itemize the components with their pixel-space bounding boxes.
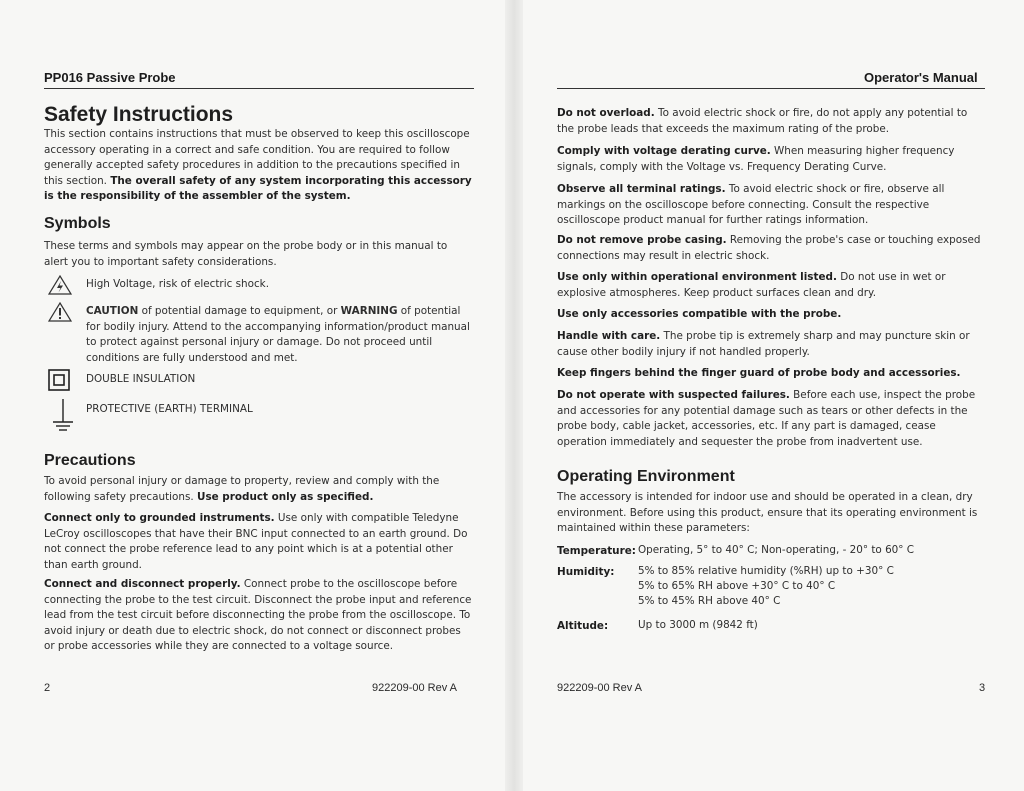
right-page	[523, 0, 1024, 791]
temperature-value: Operating, 5° to 40° C; Non-operating, - 20° to 60° C	[638, 544, 915, 556]
rule-item	[557, 329, 987, 360]
precautions-intro-bold: Use product only as specified.	[197, 490, 374, 503]
rule-item	[557, 307, 987, 323]
rule-text: Removing the probe's case or touching exposed connections may result in electric shock.	[557, 234, 981, 262]
precaution-lead: Connect only to grounded instruments.	[44, 512, 275, 524]
humidity-line: 5% to 45% RH above 40° C	[638, 595, 781, 607]
altitude-label: Altitude:	[557, 620, 609, 632]
precautions-heading: Precautions	[44, 452, 136, 469]
symbol-text-high-voltage: High Voltage, risk of electric shock.	[86, 278, 269, 290]
precaution-item	[44, 577, 474, 655]
rule-text: When measuring higher frequency signals, comply with the Voltage vs. Frequency Derating Curve.	[557, 145, 955, 173]
double-insulation-icon	[48, 369, 70, 391]
humidity-line: 5% to 65% RH above +30° C to 40° C	[638, 580, 836, 592]
altitude-value: Up to 3000 m (9842 ft)	[638, 619, 758, 631]
rule-lead: Do not remove probe casing.	[557, 234, 727, 246]
rule-lead: Keep fingers behind the finger guard of probe body and accessories.	[557, 367, 961, 379]
precaution-text: Connect probe to the oscilloscope before connecting the probe to the test circuit. Disconnect the probe input and reference lead from the test circuit before disconnecting the probe from the oscilloscope. To avoid injury or death due to electric shock, do not connect or disconnect probes or probe accessories while they are connected to a voltage source.	[44, 578, 472, 653]
rule-text: The probe tip is extremely sharp and may puncture skin or cause other bodily injury if not handled properly.	[557, 330, 970, 358]
caution-text-b: of potential for bodily injury. Attend to the accompanying information/product manual to protect against personal injury or damage. Do not proceed until conditions are fully understood and met.	[86, 305, 470, 364]
rule-lead: Do not operate with suspected failures.	[557, 389, 790, 401]
page-gutter	[505, 0, 523, 791]
safety-intro-bold: The overall safety of any system incorporating this accessory is the responsibility of the assembler of the system.	[44, 174, 472, 203]
precautions-intro	[44, 474, 474, 505]
rule-text: Before each use, inspect the probe and accessories for any potential damage such as tears or other defects in the probe body, cable jacket, accessories, etc. If any part is damaged, cease operation immediately and sequester the probe from inadvertent use.	[557, 389, 976, 448]
rule-item	[557, 106, 987, 137]
precaution-text: Use only with compatible Teledyne LeCroy oscilloscopes that have their BNC input connected to an earth ground. Do not connect the probe reference lead to any point which is at a potential other than earth ground.	[44, 512, 468, 571]
running-head-right: Operator's Manual	[864, 70, 978, 85]
rule-text: To avoid electric shock or fire, observe all markings on the oscilloscope before connecting. Consult the respective oscilloscope product manual for further ratings information.	[557, 183, 945, 227]
symbols-heading: Symbols	[44, 215, 111, 232]
header-rule-right	[557, 88, 985, 89]
page-number-left: 2	[44, 682, 51, 694]
left-page	[0, 0, 505, 791]
caution-text-a: of potential damage to equipment, or	[138, 305, 341, 317]
warning-label: WARNING	[340, 305, 398, 317]
rule-item	[557, 388, 987, 450]
symbol-text-double-insulation: DOUBLE INSULATION	[86, 373, 196, 385]
rule-lead: Do not overload.	[557, 107, 655, 119]
caution-label: CAUTION	[86, 305, 139, 317]
precautions-intro-text: To avoid personal injury or damage to property, review and comply with the following safety precautions.	[44, 475, 440, 503]
rule-item	[557, 270, 987, 301]
rule-item	[557, 233, 987, 264]
rule-item	[557, 144, 987, 175]
symbol-text-caution	[86, 304, 472, 366]
precaution-lead: Connect and disconnect properly.	[44, 578, 241, 590]
rule-lead: Comply with voltage derating curve.	[557, 145, 771, 157]
safety-intro-text: This section contains instructions that must be observed to keep this oscilloscope accessory operating in a correct and safe condition. You are required to follow generally accepted safety procedures in addition to the precautions specified in this section.	[44, 128, 470, 187]
rule-lead: Use only within operational environment listed.	[557, 271, 837, 283]
caution-icon	[48, 302, 72, 322]
environment-intro: The accessory is intended for indoor use and should be operated in a clean, dry environment. Before using this product, ensure that its operating environment is maintained within these parameters:	[557, 491, 978, 535]
protective-earth-icon	[50, 398, 76, 434]
symbols-intro: These terms and symbols may appear on the probe body or in this manual to alert you to important safety considerations.	[44, 240, 448, 268]
precaution-item	[44, 511, 474, 573]
symbol-text-protective-earth: PROTECTIVE (EARTH) TERMINAL	[86, 403, 253, 415]
header-rule-left	[44, 88, 474, 89]
page-number-right: 3	[979, 682, 986, 694]
humidity-line: 5% to 85% relative humidity (%RH) up to +30° C	[638, 565, 894, 577]
doc-number-left: 922209-00 Rev A	[372, 682, 458, 694]
running-head-left: PP016 Passive Probe	[44, 70, 176, 85]
temperature-label: Temperature:	[557, 545, 636, 557]
page-title: Safety Instructions	[44, 103, 234, 126]
high-voltage-icon	[48, 275, 72, 295]
rule-text: Do not use in wet or explosive atmospheres. Keep product surfaces clean and dry.	[557, 271, 946, 299]
safety-intro	[44, 127, 474, 205]
rule-item	[557, 182, 987, 229]
humidity-label: Humidity:	[557, 566, 615, 578]
rule-text: To avoid electric shock or fire, do not apply any potential to the probe leads that exceeds the maximum rating of the probe.	[557, 107, 968, 135]
rule-lead: Use only accessories compatible with the probe.	[557, 308, 842, 320]
rule-lead: Handle with care.	[557, 330, 661, 342]
rule-item	[557, 366, 987, 382]
environment-heading: Operating Environment	[557, 468, 735, 485]
doc-number-right: 922209-00 Rev A	[557, 682, 643, 694]
rule-lead: Observe all terminal ratings.	[557, 183, 726, 195]
